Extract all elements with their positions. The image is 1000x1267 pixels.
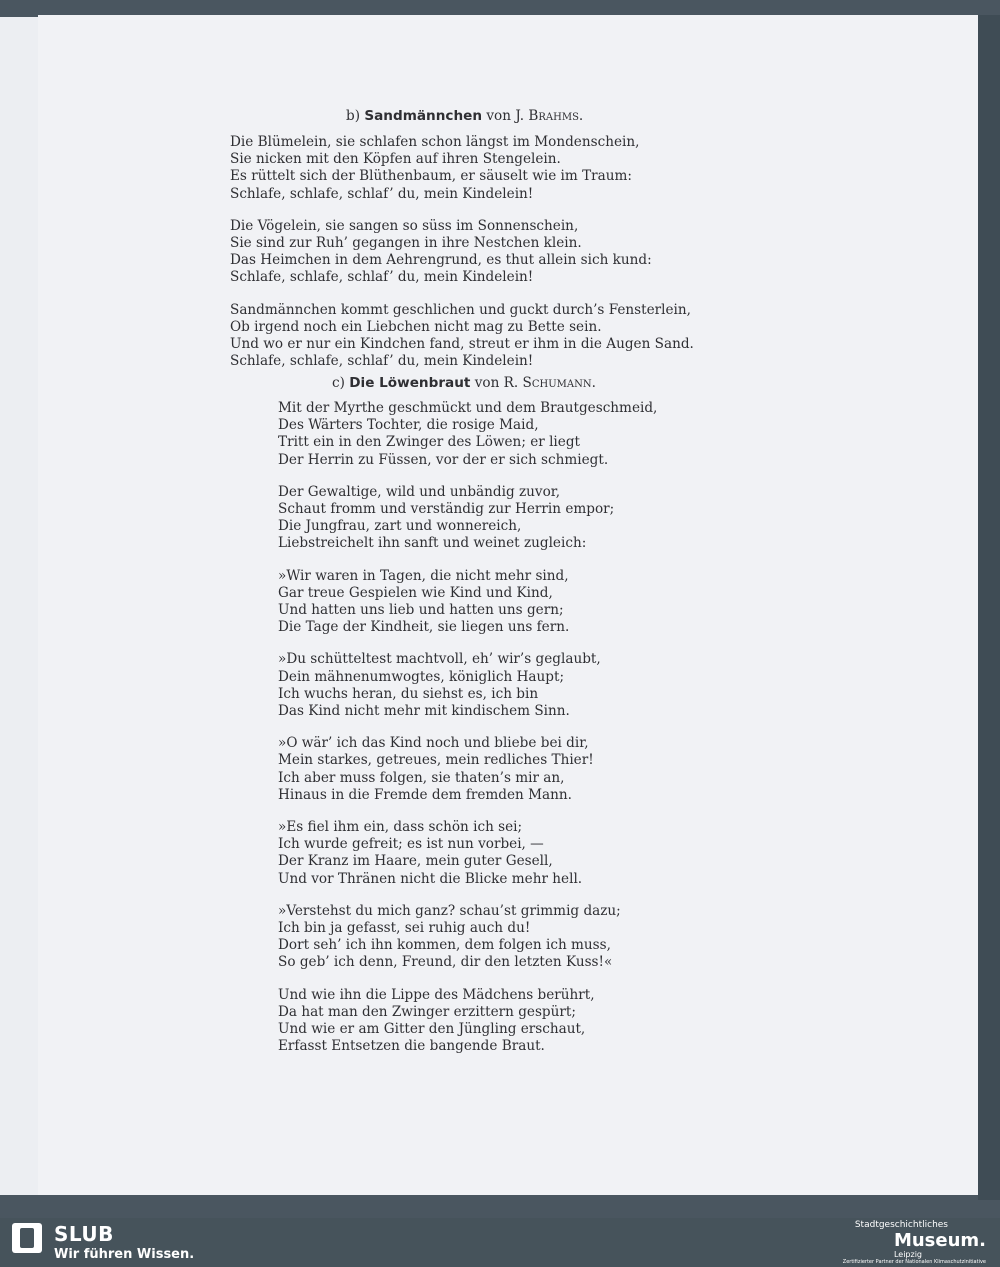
section-c-composer: R. Schumann. (503, 375, 596, 391)
section-c-stanza (278, 735, 657, 804)
section-c-stanza (278, 568, 657, 637)
section-b-poem-line: Sie sind zur Ruh’ gegangen in ihre Nestchen klein. (230, 235, 582, 252)
section-c-poem-line: Der Gewaltige, wild und unbändig zuvor, (278, 483, 561, 500)
section-b-poem-line: Die Blümelein, sie schlafen schon längst im Mondenschein, (230, 134, 640, 150)
section-b-stanza (230, 218, 694, 287)
section-c-poem-line: Erfasst Entsetzen die bangende Braut. (278, 1038, 545, 1055)
section-c-stanza (278, 987, 657, 1056)
section-c-poem-line: »Du schütteltest machtvoll, eh’ wir’s geglaubt, (278, 651, 601, 668)
section-c-poem-line: Und wie ihn die Lippe des Mädchens berührt, (278, 986, 595, 1003)
section-c-stanza (278, 484, 657, 553)
section-b-letter: b) (346, 108, 361, 124)
section-b-poem-line: Und wo er nur ein Kindchen fand, streut er ihm in die Augen Sand. (230, 336, 694, 353)
section-c-poem-line: »Verstehst du mich ganz? schau’st grimmig dazu; (278, 902, 621, 919)
slub-claim: Wir führen Wissen. (54, 1247, 195, 1262)
section-c-title: Die Löwenbraut (349, 375, 471, 391)
section-c-poem-line: Die Tage der Kindheit, sie liegen uns fern. (278, 619, 570, 636)
section-b-poem-line: Schlafe, schlafe, schlaf’ du, mein Kindelein! (230, 269, 534, 286)
slub-logo-icon[interactable] (12, 1223, 42, 1253)
section-c-poem-line: Ich aber muss folgen, sie thaten’s mir an, (278, 769, 565, 786)
section-b-poem-line: Sie nicken mit den Köpfen auf ihren Stengelein. (230, 151, 561, 168)
slub-name[interactable]: SLUB (54, 1222, 114, 1246)
section-c-poem-line: Gar treue Gespielen wie Kind und Kind, (278, 584, 553, 601)
section-b-poem-line: Schlafe, schlafe, schlaf’ du, mein Kindelein! (230, 353, 534, 370)
section-c-poem-line: Mein starkes, getreues, mein redliches Thier! (278, 752, 594, 769)
section-b-stanza (230, 302, 694, 371)
section-c-von: von (474, 375, 500, 391)
section-c-poem-line: Schaut fromm und verständig zur Herrin empor; (278, 501, 615, 518)
museum-logo[interactable]: Museum. (893, 1230, 986, 1251)
section-b-poem (230, 134, 694, 385)
section-b-poem-line: Das Heimchen in dem Aehrengrund, es thut allein sich kund: (230, 252, 652, 269)
section-c-poem-line: Hinaus in die Fremde dem fremden Mann. (278, 786, 572, 803)
section-c-poem-line: So geb’ ich denn, Freund, dir den letzten Kuss!« (278, 954, 613, 971)
section-c-stanza (278, 651, 657, 720)
section-c-poem-line: Die Jungfrau, zart und wonnereich, (278, 518, 522, 535)
section-c-stanza (278, 903, 657, 972)
section-c-letter: c) (332, 375, 345, 391)
section-b-poem-line: Sandmännchen kommt geschlichen und guckt durch’s Fensterlein, (230, 301, 691, 318)
section-b-poem-line: Ob irgend noch ein Liebchen nicht mag zu Bette sein. (230, 318, 602, 335)
right-page-edge (978, 15, 1000, 1200)
section-b-poem-line: Die Vögelein, sie sangen so süss im Sonnenschein, (230, 217, 579, 234)
section-c-poem-line: Und wie er am Gitter den Jüngling erschaut, (278, 1021, 586, 1038)
section-c-poem-line: Da hat man den Zwinger erzittern gespürt; (278, 1003, 576, 1020)
section-c-poem-line: Dort seh’ ich ihn kommen, dem folgen ich muss, (278, 937, 611, 954)
section-c-poem-line: Und hatten uns lieb und hatten uns gern; (278, 602, 564, 619)
section-c-poem (278, 400, 657, 1071)
museum-city: Leipzig (893, 1250, 922, 1259)
section-c-poem-line: »Wir waren in Tagen, die nicht mehr sind, (278, 567, 569, 584)
section-c-poem-line: »O wär’ ich das Kind noch und bliebe bei dir, (278, 735, 589, 752)
section-c-poem-line: Und vor Thränen nicht die Blicke mehr hell. (278, 870, 583, 887)
museum-certification: Zertifizierter Partner der Nationalen Klimaschutzinitiative (842, 1259, 986, 1265)
section-c-poem-line: Der Herrin zu Füssen, vor der er sich schmiegt. (278, 451, 609, 468)
section-b-stanza (230, 134, 694, 203)
section-c-poem-line: Der Kranz im Haare, mein guter Gesell, (278, 853, 553, 870)
section-c-poem-line: Des Wärters Tochter, die rosige Maid, (278, 417, 539, 434)
section-c-poem-line: Ich bin ja gefasst, sei ruhig auch du! (278, 920, 531, 937)
footer-bar (0, 1218, 1000, 1267)
section-c-poem-line: Liebstreichelt ihn sanft und weinet zugleich: (278, 535, 587, 552)
section-c-poem-line: Dein mähnenumwogtes, königlich Haupt; (278, 668, 565, 685)
section-b-von: von (486, 108, 511, 124)
section-c-stanza (278, 400, 657, 469)
section-c-stanza (278, 819, 657, 888)
section-c-poem-line: »Es fiel ihm ein, dass schön ich sei; (278, 819, 523, 836)
section-b-heading (346, 108, 583, 124)
section-c-heading (332, 375, 596, 391)
section-b-poem-line: Es rüttelt sich der Blüthenbaum, er säuselt wie im Traum: (230, 168, 633, 185)
section-b-title: Sandmännchen (364, 108, 483, 124)
section-b-poem-line: Schlafe, schlafe, schlaf’ du, mein Kindelein! (230, 185, 534, 202)
left-page-edge (0, 17, 39, 1195)
section-c-poem-line: Mit der Myrthe geschmückt und dem Brautgeschmeid, (278, 400, 658, 416)
section-c-poem-line: Ich wuchs heran, du siehst es, ich bin (278, 685, 539, 702)
section-c-poem-line: Tritt ein in den Zwinger des Löwen; er liegt (278, 434, 580, 451)
museum-subtitle: Stadtgeschichtliches (854, 1220, 948, 1230)
section-c-poem-line: Das Kind nicht mehr mit kindischem Sinn. (278, 703, 570, 720)
section-b-composer: J. Brahms. (515, 108, 584, 124)
section-c-poem-line: Ich wurde gefreit; es ist nun vorbei, — (278, 836, 544, 853)
